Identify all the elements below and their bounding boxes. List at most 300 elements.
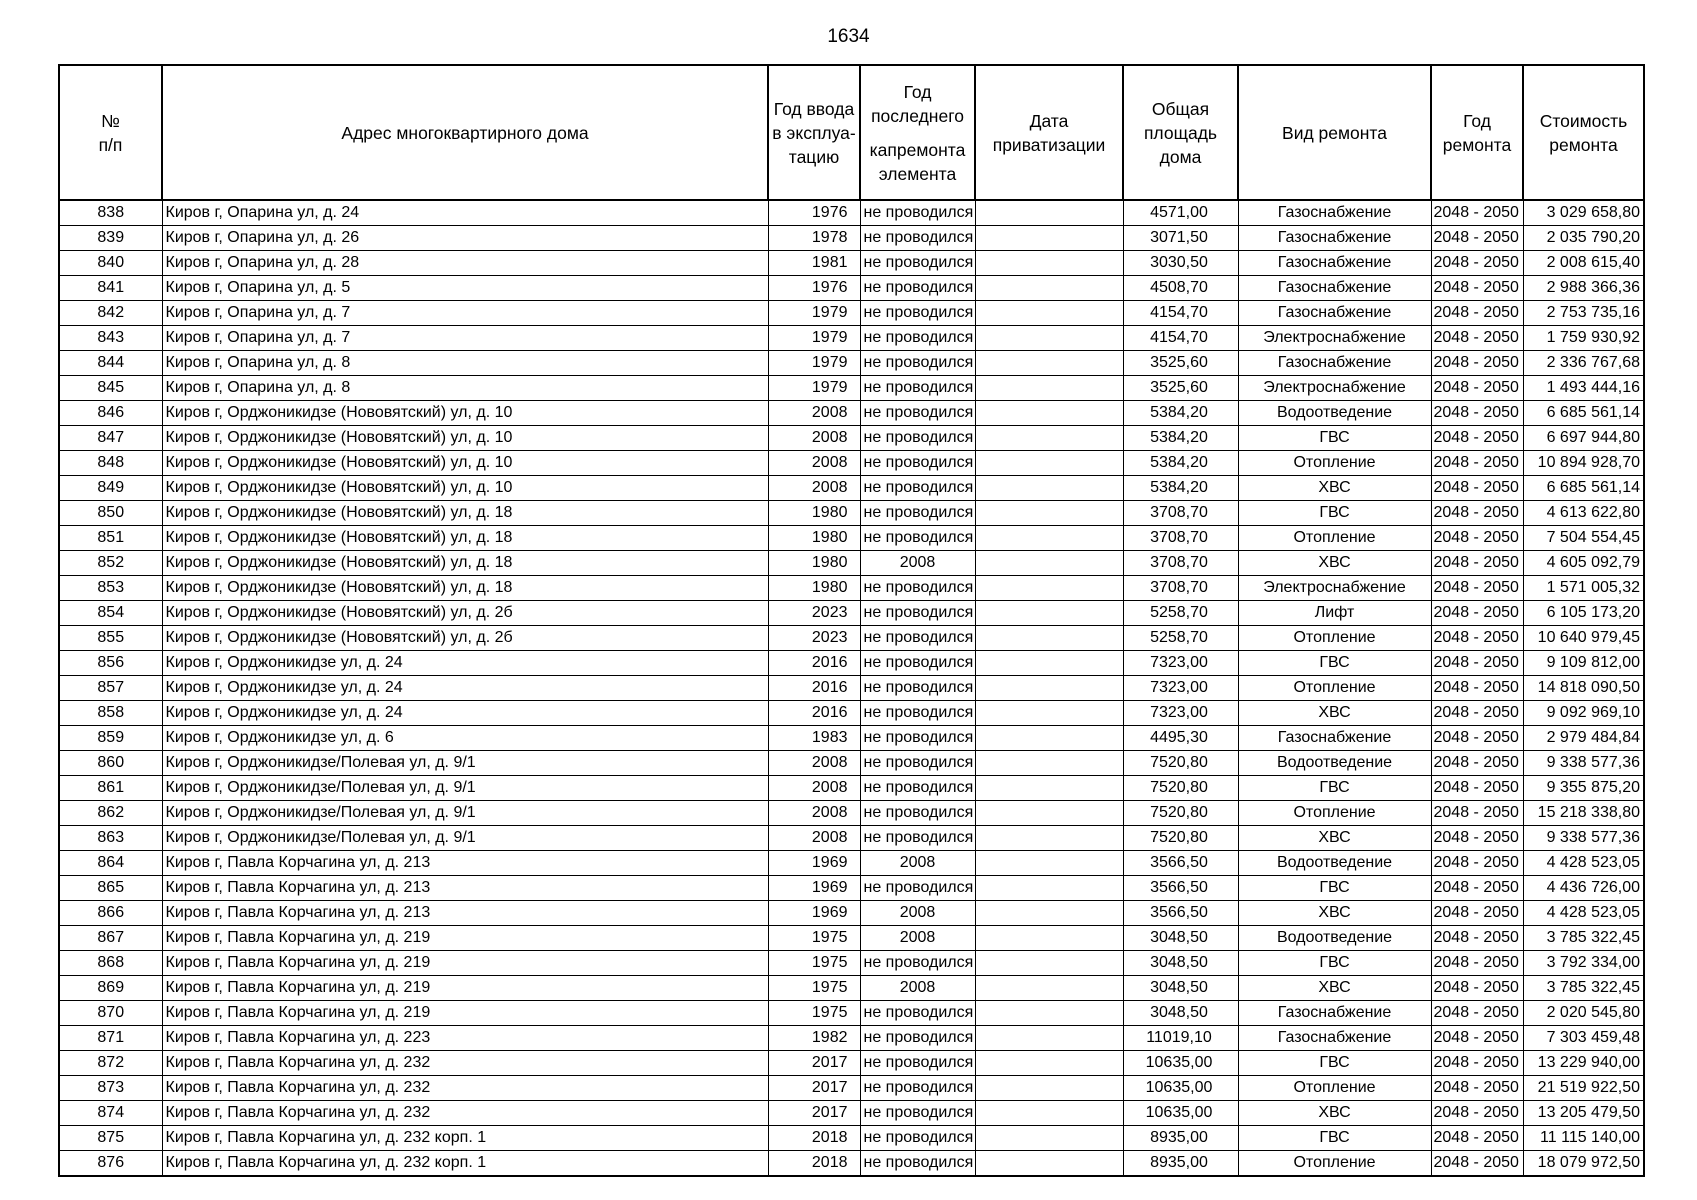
row-repair-type: ХВС (1238, 976, 1431, 1001)
header-address: Адрес многоквартирного дома (162, 65, 768, 200)
row-privatization (975, 1151, 1123, 1177)
row-number: 862 (59, 801, 162, 826)
row-area: 7323,00 (1123, 701, 1238, 726)
row-area: 3048,50 (1123, 1001, 1238, 1026)
row-number: 857 (59, 676, 162, 701)
row-repair-period: 2048 - 2050 (1431, 801, 1523, 826)
row-number: 855 (59, 626, 162, 651)
row-year-built: 1979 (768, 351, 860, 376)
row-privatization (975, 1076, 1123, 1101)
row-cost: 4 428 523,05 (1523, 901, 1644, 926)
row-address: Киров г, Орджоникидзе (Нововятский) ул, д. 2б (162, 601, 768, 626)
row-area: 10635,00 (1123, 1051, 1238, 1076)
row-repair-type: Отопление (1238, 626, 1431, 651)
row-cost: 3 029 658,80 (1523, 200, 1644, 226)
row-year-built: 1979 (768, 326, 860, 351)
row-number: 873 (59, 1076, 162, 1101)
row-last-repair: не проводился (860, 1051, 975, 1076)
table-row (59, 751, 1644, 776)
row-repair-period: 2048 - 2050 (1431, 476, 1523, 501)
table-row (59, 1101, 1644, 1126)
row-last-repair: не проводился (860, 376, 975, 401)
row-address: Киров г, Орджоникидзе (Нововятский) ул, д. 18 (162, 526, 768, 551)
row-privatization (975, 251, 1123, 276)
row-number: 838 (59, 200, 162, 226)
row-year-built: 2008 (768, 826, 860, 851)
row-last-repair: не проводился (860, 200, 975, 226)
row-repair-type: Газоснабжение (1238, 351, 1431, 376)
row-cost: 2 035 790,20 (1523, 226, 1644, 251)
row-repair-period: 2048 - 2050 (1431, 976, 1523, 1001)
table-row (59, 401, 1644, 426)
table-row (59, 626, 1644, 651)
row-address: Киров г, Опарина ул, д. 7 (162, 326, 768, 351)
row-address: Киров г, Орджоникидзе/Полевая ул, д. 9/1 (162, 751, 768, 776)
row-address: Киров г, Орджоникидзе (Нововятский) ул, д. 10 (162, 426, 768, 451)
row-year-built: 2008 (768, 426, 860, 451)
row-repair-type: Отопление (1238, 451, 1431, 476)
row-repair-type: ХВС (1238, 826, 1431, 851)
row-cost: 9 355 875,20 (1523, 776, 1644, 801)
row-year-built: 2016 (768, 651, 860, 676)
header-num (59, 65, 162, 200)
row-address: Киров г, Орджоникидзе ул, д. 24 (162, 676, 768, 701)
row-repair-type: ХВС (1238, 901, 1431, 926)
row-repair-type: Водоотведение (1238, 926, 1431, 951)
row-year-built: 2008 (768, 401, 860, 426)
row-repair-type: Электроснабжение (1238, 376, 1431, 401)
row-last-repair: 2008 (860, 976, 975, 1001)
row-last-repair: не проводился (860, 1001, 975, 1026)
row-area: 4495,30 (1123, 726, 1238, 751)
table-row (59, 251, 1644, 276)
row-repair-type: Отопление (1238, 676, 1431, 701)
row-area: 4154,70 (1123, 301, 1238, 326)
row-year-built: 1980 (768, 551, 860, 576)
row-cost: 13 205 479,50 (1523, 1101, 1644, 1126)
row-area: 3071,50 (1123, 226, 1238, 251)
table-row (59, 376, 1644, 401)
row-number: 845 (59, 376, 162, 401)
table-row (59, 576, 1644, 601)
row-repair-period: 2048 - 2050 (1431, 526, 1523, 551)
row-privatization (975, 1051, 1123, 1076)
row-address: Киров г, Орджоникидзе (Нововятский) ул, д. 10 (162, 401, 768, 426)
table-row (59, 1026, 1644, 1051)
row-area: 5384,20 (1123, 451, 1238, 476)
row-address: Киров г, Павла Корчагина ул, д. 219 (162, 951, 768, 976)
row-year-built: 1975 (768, 976, 860, 1001)
row-repair-period: 2048 - 2050 (1431, 1076, 1523, 1101)
row-number: 866 (59, 901, 162, 926)
row-last-repair: не проводился (860, 476, 975, 501)
row-number: 876 (59, 1151, 162, 1177)
row-area: 5384,20 (1123, 476, 1238, 501)
row-privatization (975, 576, 1123, 601)
row-year-built: 2008 (768, 751, 860, 776)
header-year-built: Год ввода в эксплуа-тацию (768, 65, 860, 200)
row-last-repair: 2008 (860, 901, 975, 926)
row-privatization (975, 200, 1123, 226)
table-row (59, 651, 1644, 676)
row-cost: 6 105 173,20 (1523, 601, 1644, 626)
row-area: 8935,00 (1123, 1126, 1238, 1151)
row-number: 865 (59, 876, 162, 901)
row-area: 3048,50 (1123, 976, 1238, 1001)
row-privatization (975, 676, 1123, 701)
row-year-built: 2008 (768, 776, 860, 801)
row-area: 3566,50 (1123, 876, 1238, 901)
row-cost: 7 504 554,45 (1523, 526, 1644, 551)
row-number: 841 (59, 276, 162, 301)
row-privatization (975, 601, 1123, 626)
row-cost: 14 818 090,50 (1523, 676, 1644, 701)
row-area: 5258,70 (1123, 626, 1238, 651)
row-year-built: 1969 (768, 876, 860, 901)
row-repair-type: Газоснабжение (1238, 200, 1431, 226)
row-number: 849 (59, 476, 162, 501)
row-number: 853 (59, 576, 162, 601)
row-repair-period: 2048 - 2050 (1431, 576, 1523, 601)
row-privatization (975, 376, 1123, 401)
row-last-repair: 2008 (860, 851, 975, 876)
row-number: 872 (59, 1051, 162, 1076)
row-repair-period: 2048 - 2050 (1431, 1026, 1523, 1051)
row-number: 867 (59, 926, 162, 951)
row-year-built: 2017 (768, 1051, 860, 1076)
row-repair-period: 2048 - 2050 (1431, 451, 1523, 476)
row-number: 851 (59, 526, 162, 551)
row-privatization (975, 451, 1123, 476)
row-address: Киров г, Павла Корчагина ул, д. 232 (162, 1076, 768, 1101)
row-repair-period: 2048 - 2050 (1431, 401, 1523, 426)
row-number: 843 (59, 326, 162, 351)
table-row (59, 976, 1644, 1001)
table-row (59, 726, 1644, 751)
row-privatization (975, 751, 1123, 776)
row-area: 5258,70 (1123, 601, 1238, 626)
row-cost: 9 092 969,10 (1523, 701, 1644, 726)
row-cost: 2 753 735,16 (1523, 301, 1644, 326)
row-repair-period: 2048 - 2050 (1431, 200, 1523, 226)
row-privatization (975, 526, 1123, 551)
row-last-repair: 2008 (860, 551, 975, 576)
row-privatization (975, 901, 1123, 926)
row-privatization (975, 801, 1123, 826)
row-privatization (975, 226, 1123, 251)
row-cost: 11 115 140,00 (1523, 1126, 1644, 1151)
row-address: Киров г, Опарина ул, д. 26 (162, 226, 768, 251)
row-privatization (975, 351, 1123, 376)
row-cost: 10 894 928,70 (1523, 451, 1644, 476)
table-row (59, 226, 1644, 251)
row-last-repair: не проводился (860, 751, 975, 776)
row-repair-period: 2048 - 2050 (1431, 326, 1523, 351)
row-privatization (975, 926, 1123, 951)
row-year-built: 1975 (768, 951, 860, 976)
row-last-repair: не проводился (860, 776, 975, 801)
row-area: 7323,00 (1123, 676, 1238, 701)
row-repair-type: ГВС (1238, 426, 1431, 451)
row-year-built: 2016 (768, 676, 860, 701)
row-last-repair: не проводился (860, 451, 975, 476)
row-repair-period: 2048 - 2050 (1431, 426, 1523, 451)
row-last-repair: не проводился (860, 301, 975, 326)
row-area: 3048,50 (1123, 951, 1238, 976)
row-cost: 2 008 615,40 (1523, 251, 1644, 276)
row-number: 839 (59, 226, 162, 251)
table-row (59, 451, 1644, 476)
row-privatization (975, 1001, 1123, 1026)
row-area: 5384,20 (1123, 426, 1238, 451)
row-repair-type: ХВС (1238, 476, 1431, 501)
row-repair-period: 2048 - 2050 (1431, 751, 1523, 776)
row-number: 846 (59, 401, 162, 426)
row-privatization (975, 851, 1123, 876)
row-number: 856 (59, 651, 162, 676)
row-number: 847 (59, 426, 162, 451)
row-area: 10635,00 (1123, 1076, 1238, 1101)
row-cost: 3 785 322,45 (1523, 926, 1644, 951)
row-repair-period: 2048 - 2050 (1431, 926, 1523, 951)
table-row (59, 526, 1644, 551)
row-cost: 21 519 922,50 (1523, 1076, 1644, 1101)
row-address: Киров г, Орджоникидзе (Нововятский) ул, д. 18 (162, 551, 768, 576)
row-area: 7520,80 (1123, 801, 1238, 826)
row-address: Киров г, Орджоникидзе (Нововятский) ул, д. 10 (162, 476, 768, 501)
row-area: 3708,70 (1123, 526, 1238, 551)
row-cost: 6 685 561,14 (1523, 476, 1644, 501)
table-header-row (59, 65, 1644, 200)
row-repair-type: ГВС (1238, 951, 1431, 976)
row-area: 11019,10 (1123, 1026, 1238, 1051)
row-last-repair: не проводился (860, 626, 975, 651)
row-area: 3708,70 (1123, 576, 1238, 601)
row-last-repair: не проводился (860, 526, 975, 551)
row-area: 8935,00 (1123, 1151, 1238, 1177)
row-repair-period: 2048 - 2050 (1431, 226, 1523, 251)
row-year-built: 2008 (768, 451, 860, 476)
row-last-repair: не проводился (860, 826, 975, 851)
row-privatization (975, 701, 1123, 726)
row-address: Киров г, Павла Корчагина ул, д. 219 (162, 1001, 768, 1026)
row-cost: 10 640 979,45 (1523, 626, 1644, 651)
row-cost: 9 338 577,36 (1523, 826, 1644, 851)
row-area: 7520,80 (1123, 826, 1238, 851)
row-year-built: 1980 (768, 501, 860, 526)
row-area: 3048,50 (1123, 926, 1238, 951)
row-repair-type: Газоснабжение (1238, 276, 1431, 301)
row-repair-type: Газоснабжение (1238, 1026, 1431, 1051)
table-row (59, 1051, 1644, 1076)
row-repair-period: 2048 - 2050 (1431, 251, 1523, 276)
table-row (59, 951, 1644, 976)
row-cost: 1 571 005,32 (1523, 576, 1644, 601)
row-repair-type: ГВС (1238, 876, 1431, 901)
row-year-built: 1976 (768, 200, 860, 226)
row-last-repair: не проводился (860, 651, 975, 676)
row-year-built: 1979 (768, 376, 860, 401)
row-number: 869 (59, 976, 162, 1001)
row-address: Киров г, Павла Корчагина ул, д. 219 (162, 926, 768, 951)
row-privatization (975, 651, 1123, 676)
row-number: 858 (59, 701, 162, 726)
row-year-built: 2023 (768, 626, 860, 651)
row-address: Киров г, Орджоникидзе/Полевая ул, д. 9/1 (162, 776, 768, 801)
row-privatization (975, 951, 1123, 976)
row-repair-period: 2048 - 2050 (1431, 876, 1523, 901)
row-repair-type: Водоотведение (1238, 751, 1431, 776)
row-repair-type: Газоснабжение (1238, 251, 1431, 276)
row-area: 10635,00 (1123, 1101, 1238, 1126)
row-last-repair: не проводился (860, 326, 975, 351)
row-year-built: 2008 (768, 476, 860, 501)
table-row (59, 426, 1644, 451)
row-last-repair: не проводился (860, 576, 975, 601)
row-year-built: 1975 (768, 926, 860, 951)
row-cost: 2 988 366,36 (1523, 276, 1644, 301)
table-row (59, 1151, 1644, 1177)
row-repair-period: 2048 - 2050 (1431, 501, 1523, 526)
table-row (59, 901, 1644, 926)
table-body (59, 200, 1644, 1176)
row-repair-period: 2048 - 2050 (1431, 651, 1523, 676)
row-address: Киров г, Опарина ул, д. 8 (162, 351, 768, 376)
row-privatization (975, 976, 1123, 1001)
repair-table (58, 64, 1645, 1177)
row-privatization (975, 276, 1123, 301)
row-area: 3566,50 (1123, 851, 1238, 876)
row-address: Киров г, Павла Корчагина ул, д. 213 (162, 876, 768, 901)
row-last-repair: не проводился (860, 676, 975, 701)
row-address: Киров г, Павла Корчагина ул, д. 232 корп. 1 (162, 1151, 768, 1177)
row-last-repair: не проводился (860, 1151, 975, 1177)
row-address: Киров г, Орджоникидзе ул, д. 24 (162, 651, 768, 676)
row-address: Киров г, Павла Корчагина ул, д. 213 (162, 851, 768, 876)
row-privatization (975, 726, 1123, 751)
row-repair-type: Отопление (1238, 801, 1431, 826)
row-area: 4571,00 (1123, 200, 1238, 226)
row-number: 850 (59, 501, 162, 526)
header-area: Общая площадь дома (1123, 65, 1238, 200)
row-repair-type: ГВС (1238, 651, 1431, 676)
table-row (59, 676, 1644, 701)
row-area: 3030,50 (1123, 251, 1238, 276)
table-row (59, 351, 1644, 376)
row-number: 871 (59, 1026, 162, 1051)
row-repair-type: ХВС (1238, 701, 1431, 726)
row-number: 864 (59, 851, 162, 876)
row-repair-type: Газоснабжение (1238, 726, 1431, 751)
row-address: Киров г, Опарина ул, д. 7 (162, 301, 768, 326)
table-row (59, 776, 1644, 801)
row-area: 7520,80 (1123, 776, 1238, 801)
row-repair-period: 2048 - 2050 (1431, 951, 1523, 976)
header-cost: Стоимость ремонта (1523, 65, 1644, 200)
row-last-repair: не проводился (860, 1076, 975, 1101)
row-last-repair: не проводился (860, 251, 975, 276)
row-repair-type: ГВС (1238, 1051, 1431, 1076)
header-repair-year: Год ремонта (1431, 65, 1523, 200)
row-last-repair: не проводился (860, 601, 975, 626)
row-year-built: 1982 (768, 1026, 860, 1051)
row-repair-type: ХВС (1238, 1101, 1431, 1126)
row-repair-type: Лифт (1238, 601, 1431, 626)
row-address: Киров г, Орджоникидзе (Нововятский) ул, д. 18 (162, 501, 768, 526)
row-year-built: 1975 (768, 1001, 860, 1026)
row-address: Киров г, Опарина ул, д. 8 (162, 376, 768, 401)
row-year-built: 1981 (768, 251, 860, 276)
row-cost: 13 229 940,00 (1523, 1051, 1644, 1076)
row-repair-period: 2048 - 2050 (1431, 1151, 1523, 1177)
row-cost: 4 605 092,79 (1523, 551, 1644, 576)
table-row (59, 200, 1644, 226)
row-repair-type: ГВС (1238, 1126, 1431, 1151)
row-last-repair: не проводился (860, 951, 975, 976)
row-privatization (975, 1126, 1123, 1151)
row-year-built: 2008 (768, 801, 860, 826)
row-cost: 7 303 459,48 (1523, 1026, 1644, 1051)
row-cost: 2 020 545,80 (1523, 1001, 1644, 1026)
row-repair-type: Газоснабжение (1238, 301, 1431, 326)
row-privatization (975, 1026, 1123, 1051)
row-area: 7323,00 (1123, 651, 1238, 676)
row-privatization (975, 551, 1123, 576)
row-number: 861 (59, 776, 162, 801)
row-area: 3525,60 (1123, 376, 1238, 401)
row-address: Киров г, Орджоникидзе (Нововятский) ул, д. 2б (162, 626, 768, 651)
row-number: 852 (59, 551, 162, 576)
table-row (59, 601, 1644, 626)
table-row (59, 326, 1644, 351)
page-number: 1634 (827, 26, 870, 47)
row-repair-period: 2048 - 2050 (1431, 1001, 1523, 1026)
row-privatization (975, 626, 1123, 651)
row-address: Киров г, Павла Корчагина ул, д. 232 (162, 1051, 768, 1076)
row-area: 3525,60 (1123, 351, 1238, 376)
row-cost: 1 759 930,92 (1523, 326, 1644, 351)
row-cost: 4 428 523,05 (1523, 851, 1644, 876)
row-repair-period: 2048 - 2050 (1431, 626, 1523, 651)
row-cost: 15 218 338,80 (1523, 801, 1644, 826)
row-cost: 1 493 444,16 (1523, 376, 1644, 401)
row-year-built: 2016 (768, 701, 860, 726)
row-privatization (975, 301, 1123, 326)
row-repair-period: 2048 - 2050 (1431, 726, 1523, 751)
row-repair-period: 2048 - 2050 (1431, 701, 1523, 726)
row-privatization (975, 876, 1123, 901)
row-last-repair: не проводился (860, 226, 975, 251)
row-repair-type: Водоотведение (1238, 851, 1431, 876)
row-last-repair: не проводился (860, 401, 975, 426)
row-repair-period: 2048 - 2050 (1431, 376, 1523, 401)
row-address: Киров г, Орджоникидзе (Нововятский) ул, д. 10 (162, 451, 768, 476)
row-number: 875 (59, 1126, 162, 1151)
row-year-built: 2023 (768, 601, 860, 626)
row-privatization (975, 426, 1123, 451)
row-area: 3566,50 (1123, 901, 1238, 926)
row-year-built: 1983 (768, 726, 860, 751)
row-repair-period: 2048 - 2050 (1431, 551, 1523, 576)
header-last-repair (860, 65, 975, 200)
row-repair-period: 2048 - 2050 (1431, 351, 1523, 376)
row-year-built: 1969 (768, 901, 860, 926)
header-last-repair-line2: капремонта элемента (869, 139, 966, 184)
row-year-built: 2017 (768, 1101, 860, 1126)
row-cost: 2 336 767,68 (1523, 351, 1644, 376)
header-privatization: Дата приватизации (975, 65, 1123, 200)
row-cost: 6 697 944,80 (1523, 426, 1644, 451)
